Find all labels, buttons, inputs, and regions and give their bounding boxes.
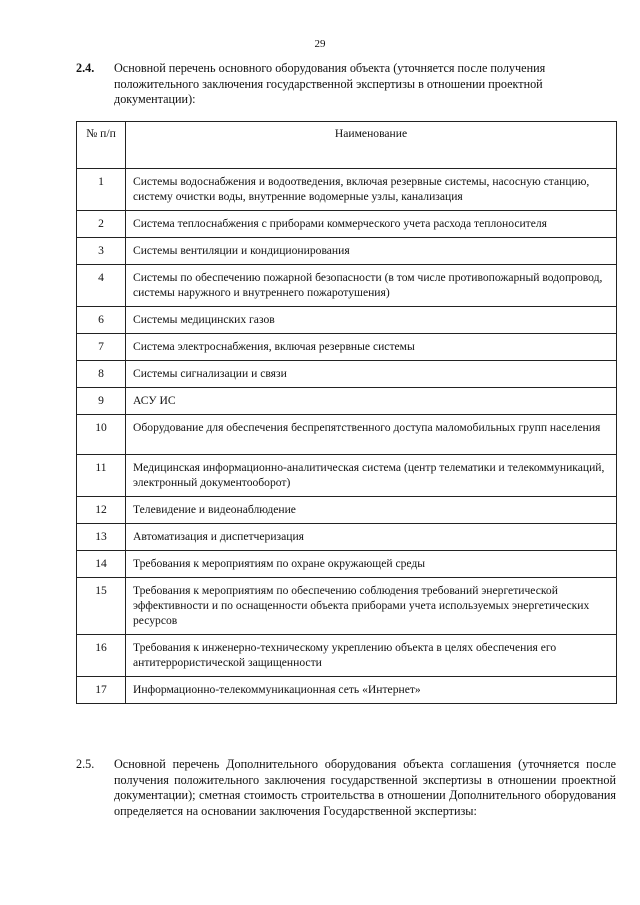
row-number: 17 [77, 677, 126, 704]
row-name: Информационно-телекоммуникационная сеть «Интернет» [126, 677, 617, 704]
row-name: Медицинская информационно-аналитическая система (центр телематики и телекоммуникаций, электронный документооборот) [126, 455, 617, 497]
table-row [77, 238, 617, 265]
row-name: Требования к мероприятиям по обеспечению соблюдения требований энергетической эффективности и по оснащенности объекта приборами учета используемых энергетических ресурсов [126, 578, 617, 635]
row-number: 2 [77, 211, 126, 238]
header-number [77, 122, 126, 169]
section-2-5-number: 2.5. [76, 757, 95, 771]
section-2-4-number: 2.4. [76, 61, 95, 75]
row-name: Требования к мероприятиям по охране окружающей среды [126, 551, 617, 578]
row-name: Системы вентиляции и кондиционирования [126, 238, 617, 265]
table-row [77, 578, 617, 635]
row-number: 9 [77, 388, 126, 415]
table-body [77, 169, 617, 704]
row-name: Автоматизация и диспетчеризация [126, 524, 617, 551]
header-name [126, 122, 617, 169]
table-row [77, 307, 617, 334]
table-row [77, 361, 617, 388]
section-2-5 [76, 757, 616, 819]
header-number-label: № п/п [86, 127, 116, 140]
row-number: 4 [77, 265, 126, 307]
row-name: Телевидение и видеонаблюдение [126, 497, 617, 524]
row-name: Оборудование для обеспечения беспрепятственного доступа маломобильных групп населения [126, 415, 617, 455]
row-name: Требования к инженерно-техническому укреплению объекта в целях обеспечения его антитеррористической защищенности [126, 635, 617, 677]
row-number: 13 [77, 524, 126, 551]
row-number: 15 [77, 578, 126, 635]
row-number: 16 [77, 635, 126, 677]
header-name-label: Наименование [334, 127, 408, 140]
row-number: 11 [77, 455, 126, 497]
row-name: Система теплоснабжения с приборами коммерческого учета расхода теплоносителя [126, 211, 617, 238]
table-row [77, 211, 617, 238]
section-2-5-text: Основной перечень Дополнительного оборудования объекта соглашения (уточняется после получения положительного заключения государственной экспертизы в отношении проектной документации); сметная стоимость строительства в отношении Дополнительного оборудования определяется на основании заключения Государственной экспертизы: [114, 757, 616, 818]
row-number: 6 [77, 307, 126, 334]
row-number: 10 [77, 415, 126, 455]
table-row [77, 497, 617, 524]
table-row [77, 388, 617, 415]
table-header-row [77, 122, 617, 169]
row-name: Системы водоснабжения и водоотведения, включая резервные системы, насосную станцию, систему очистки воды, внутренние водомерные узлы, канализация [126, 169, 617, 211]
table-row [77, 265, 617, 307]
section-2-4-text: Основной перечень основного оборудования объекта (уточняется после получения положительного заключения государственной экспертизы в отношении проектной документации): [114, 61, 546, 106]
page-number: 29 [314, 38, 326, 50]
table-row [77, 551, 617, 578]
section-2-4 [76, 61, 616, 108]
table-row [77, 334, 617, 361]
equipment-table [76, 121, 617, 704]
row-number: 3 [77, 238, 126, 265]
table-row [77, 524, 617, 551]
row-name: Системы медицинских газов [126, 307, 617, 334]
table-row [77, 415, 617, 455]
row-name: Системы по обеспечению пожарной безопасности (в том числе противопожарный водопровод, системы наружного и внутреннего пожаротушения) [126, 265, 617, 307]
row-number: 12 [77, 497, 126, 524]
table-row [77, 169, 617, 211]
table-row [77, 677, 617, 704]
row-name: АСУ ИС [126, 388, 617, 415]
table-row [77, 455, 617, 497]
row-number: 1 [77, 169, 126, 211]
row-number: 14 [77, 551, 126, 578]
row-number: 8 [77, 361, 126, 388]
row-name: Система электроснабжения, включая резервные системы [126, 334, 617, 361]
table-row [77, 635, 617, 677]
row-number: 7 [77, 334, 126, 361]
row-name: Системы сигнализации и связи [126, 361, 617, 388]
